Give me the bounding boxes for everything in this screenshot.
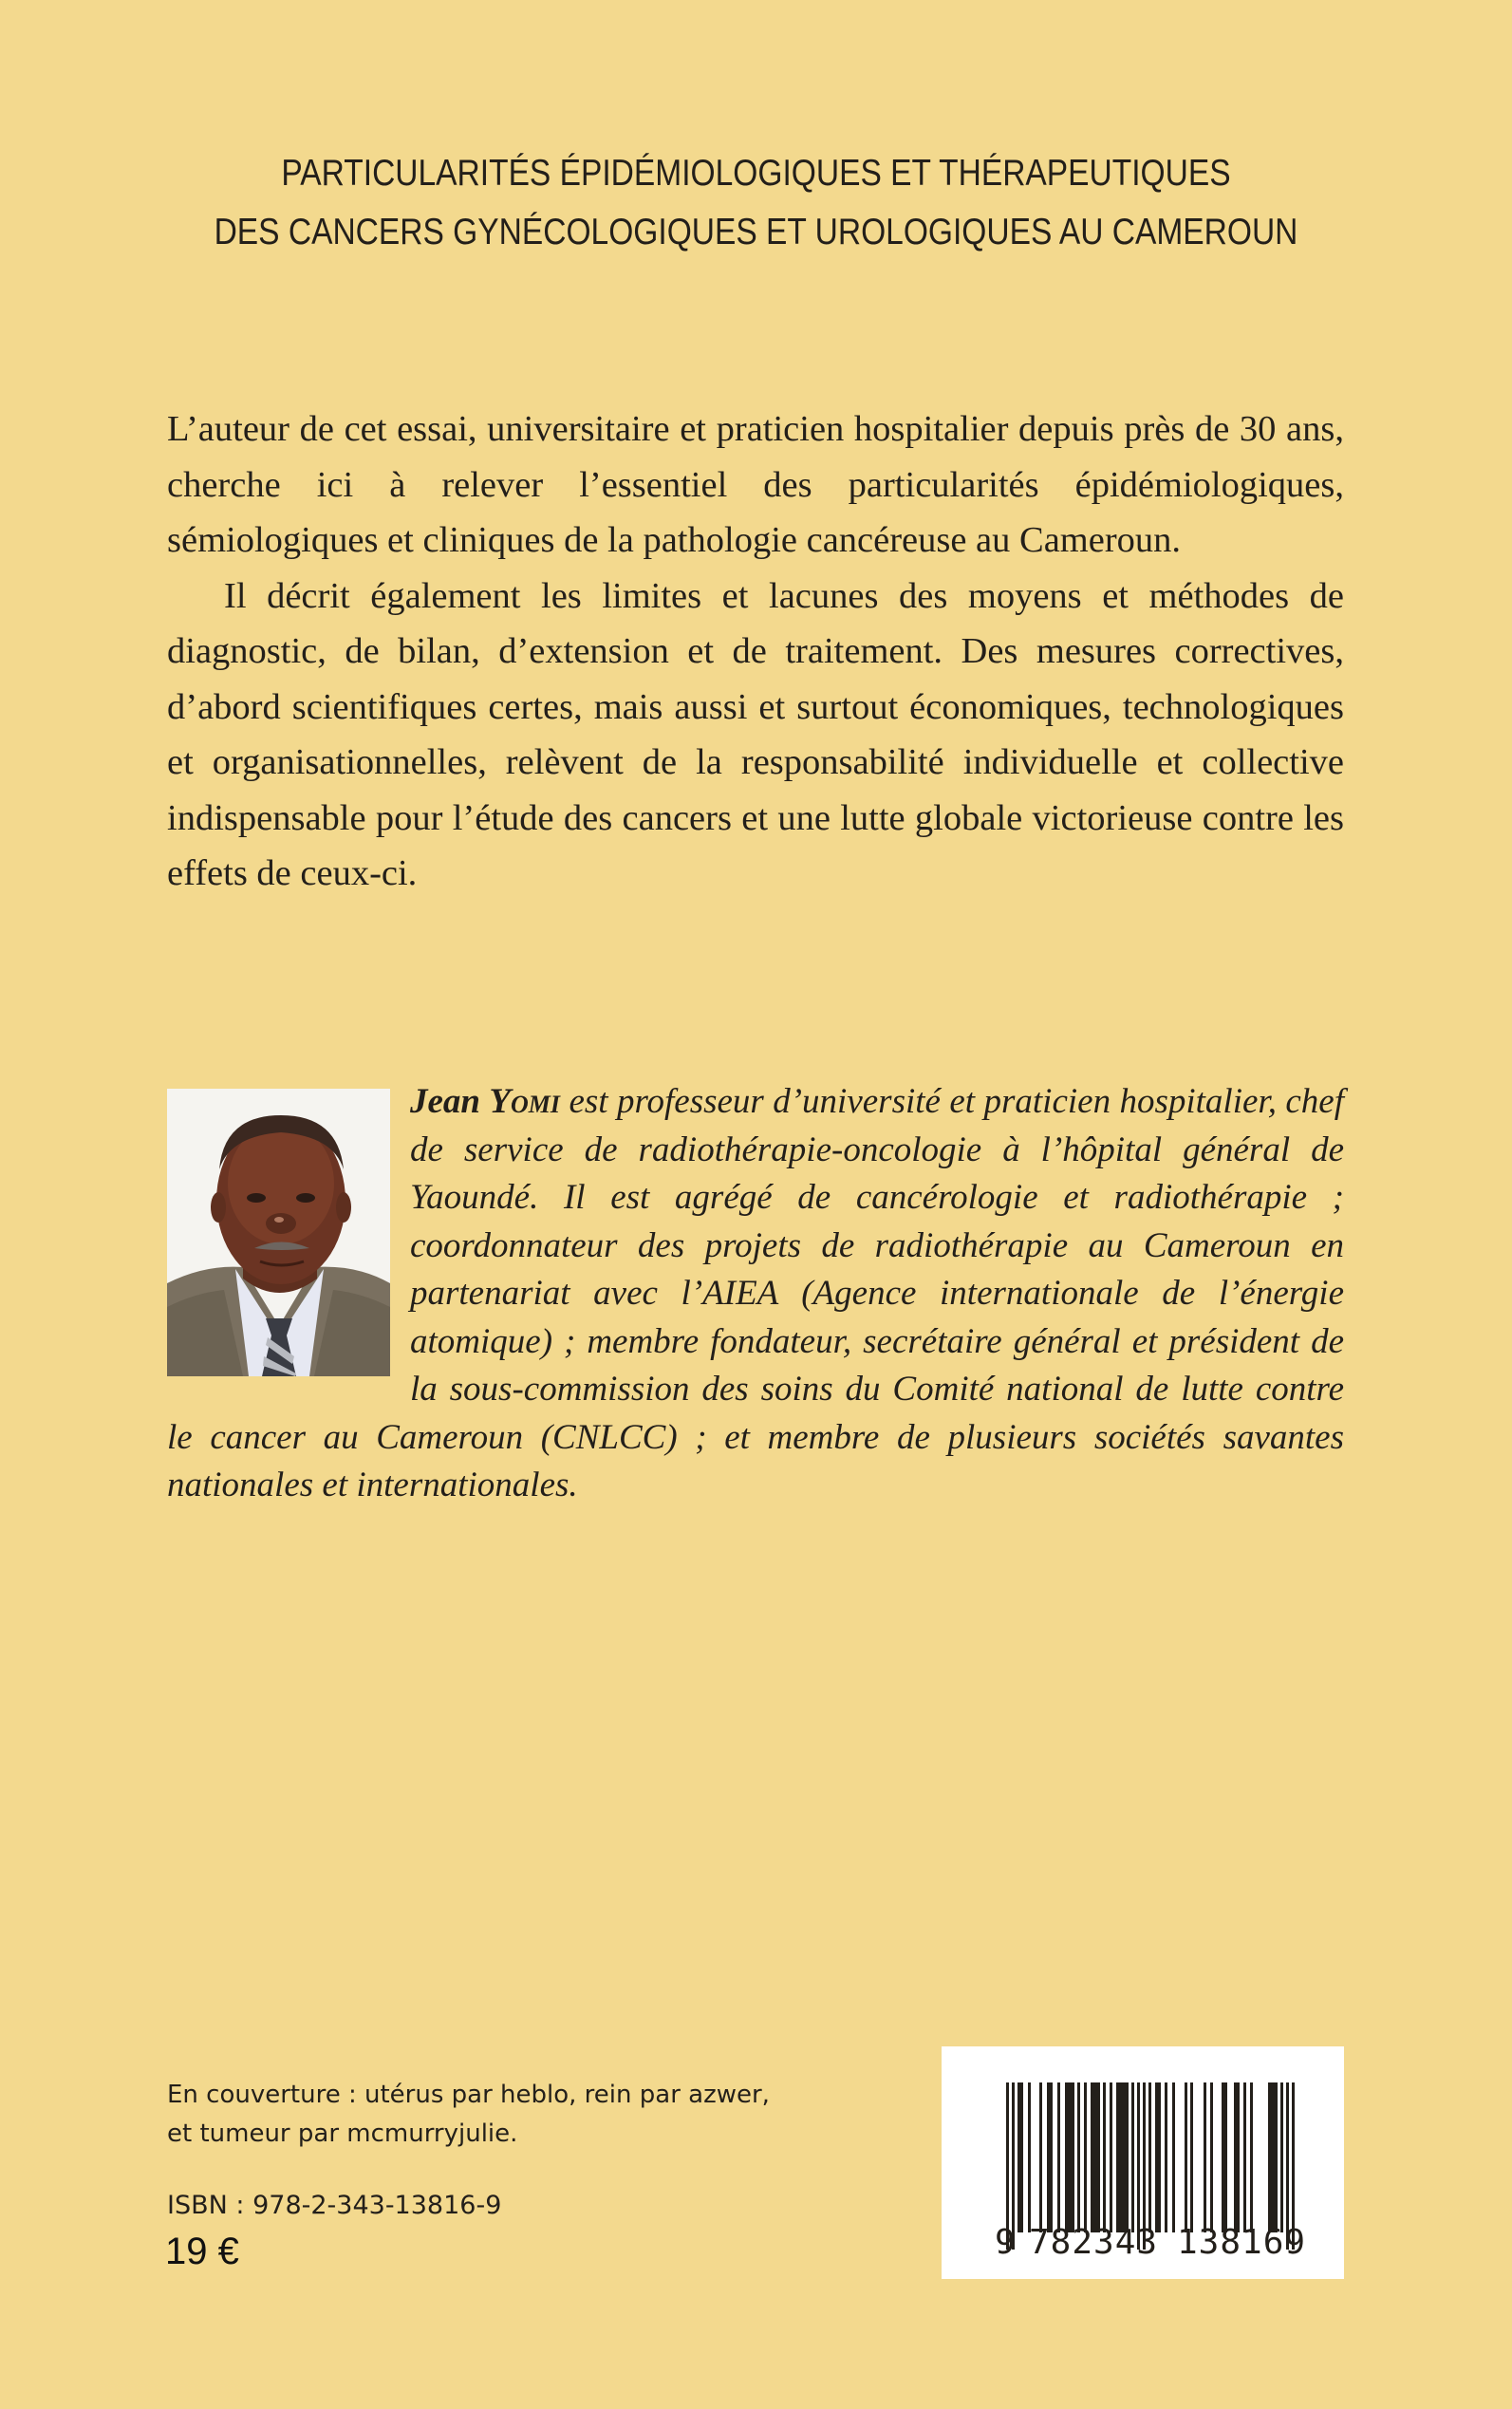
cover-credits-line-1: En couverture : utérus par heblo, rein par azwer, [167,2081,770,2109]
barcode-left-digits: 782343 [1029,2223,1159,2262]
back-cover-summary [167,402,1344,902]
summary-paragraph-2: Il décrit également les limites et lacunes des moyens et méthodes de diagnostic, de bilan, d’extension et de traitement. Des mesures correctives, d’abord scientifiques certes, mais aussi et surtout économiques, technologiques et organisationnelles, relèvent de la responsabilité individuelle et collective indispensable pour l’étude des cancers et une lutte globale victorieuse contre les effets de ceux-ci. [167,575,1344,893]
book-title-line-2: DES CANCERS GYNÉCOLOGIQUES ET UROLOGIQUES AU CAMEROUN [214,212,1298,252]
barcode-first-digit: 9 [995,2223,1016,2262]
price-label: 19 € [165,2231,239,2272]
summary-paragraph-1: L’auteur de cet essai, universitaire et praticien hospitalier depuis près de 30 ans, cherche ici à relever l’essentiel des particularités épidémiologiques, sémiologiques et cliniques de la pathologie cancéreuse au Cameroun. [167,409,1344,560]
barcode [942,2046,1344,2279]
book-title-line-1: PARTICULARITÉS ÉPIDÉMIOLOGIQUES ET THÉRAPEUTIQUES [281,153,1231,194]
barcode-number [942,2046,1344,2279]
book-title [0,144,1512,262]
author-bio-text: est professeur d’université et praticien hospitalier, chef de service de radiothérapie-oncologie à l’hôpital général de Yaoundé. Il est agrégé de cancérologie et radiothérapie ; coordonnateur des projets de radiothérapie au Cameroun en partenariat avec l’AIEA (Agence internationale de l’énergie atomique) ; membre fondateur, secrétaire général et président de la sous-commission des soins du Comité national de lutte contre le cancer au Cameroun (CNLCC) ; et membre de plusieurs sociétés savantes nationales et internationales. [167,1082,1345,1504]
author-last-name: Yomi [489,1082,561,1121]
cover-credits [167,2076,888,2154]
barcode-right-digits: 138169 [1177,2223,1307,2262]
author-name [410,1082,560,1121]
cover-credits-line-2: et tumeur par mcmurryjulie. [167,2120,518,2148]
isbn-label: ISBN : 978-2-343-13816-9 [167,2191,502,2220]
author-bio [167,1078,1344,1510]
author-first-name: Jean [410,1082,480,1121]
photo-spacer [167,1078,410,1380]
